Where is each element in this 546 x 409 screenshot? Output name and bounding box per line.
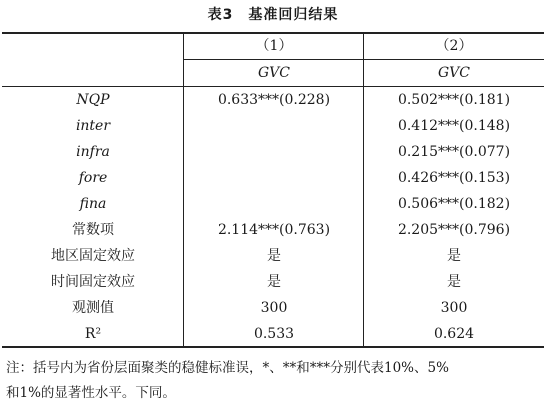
row-label: fina: [79, 196, 107, 212]
table-note-line-2: 和1%的显著性水平。下同。: [6, 385, 176, 401]
row-value-col1: [184, 113, 364, 139]
row-value-col2: 0.506***(0.182): [397, 196, 511, 212]
row-label: NQP: [76, 92, 110, 108]
row-label: R²: [84, 326, 102, 342]
row-label: 常数项: [72, 222, 114, 238]
row-value-col2: 300: [440, 300, 468, 316]
row-value-col2: 0.412***(0.148): [397, 118, 511, 134]
row-value-col2: 0.502***(0.181): [397, 92, 511, 108]
row-label: inter: [75, 118, 111, 134]
table-bottom-rule: [2, 346, 544, 348]
row-label: fore: [78, 170, 108, 186]
row-value-col2: 2.205***(0.796): [397, 222, 511, 238]
dependent-variable-2: GVC: [437, 65, 470, 81]
row-value-col2: 是: [447, 274, 461, 290]
row-value-col2: 0.624: [433, 326, 475, 342]
row-value-col1: [184, 191, 364, 217]
row-value-col1: [184, 165, 364, 191]
row-value-col1: 是: [267, 248, 281, 264]
row-label: 地区固定效应: [51, 248, 135, 264]
row-value-col2: 0.426***(0.153): [397, 170, 511, 186]
row-value-col1: [184, 139, 364, 165]
row-value-col2: 是: [447, 248, 461, 264]
row-label: 时间固定效应: [51, 274, 135, 290]
row-value-col1: 0.633***(0.228): [217, 92, 331, 108]
row-value-col1: 0.533: [253, 326, 295, 342]
table-note-line-1: 注：括号内为省份层面聚类的稳健标准误，*、**和***分别代表10%、5%: [6, 360, 449, 376]
row-value-col1: 2.114***(0.763): [217, 222, 331, 238]
table-caption: 表3 基准回归结果: [207, 7, 339, 23]
dependent-variable-1: GVC: [257, 65, 290, 81]
row-value-col1: 300: [260, 300, 288, 316]
row-value-col2: 0.215***(0.077): [397, 144, 511, 160]
row-label: infra: [76, 144, 110, 160]
column-number-2: （2）: [435, 38, 473, 54]
column-number-1: （1）: [255, 38, 293, 54]
row-label: 观测值: [72, 300, 114, 316]
row-value-col1: 是: [267, 274, 281, 290]
